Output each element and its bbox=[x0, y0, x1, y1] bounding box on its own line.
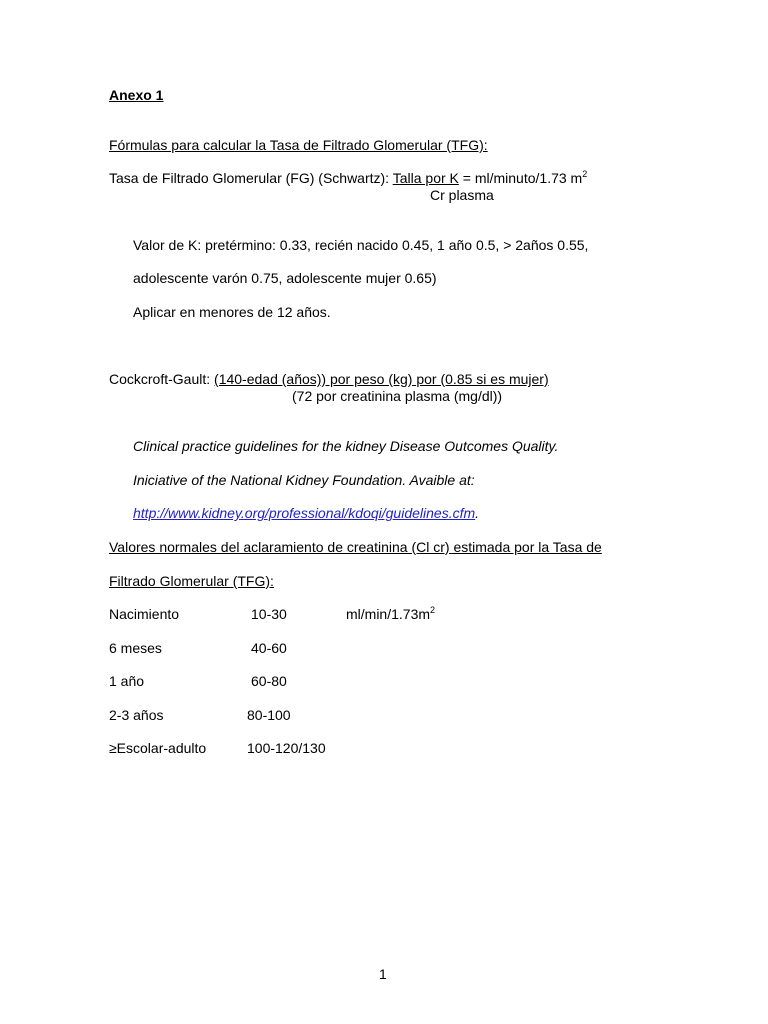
unit-cell bbox=[346, 606, 435, 622]
reference-link[interactable]: http://www.kidney.org/professional/kdoqi/guidelines.cfm bbox=[133, 505, 476, 521]
age-cell: Nacimiento bbox=[109, 606, 180, 622]
schwartz-result: = ml/minuto/1.73 m bbox=[458, 170, 583, 186]
unit-sup: 2 bbox=[430, 605, 436, 615]
reference-line-2: Iniciative of the National Kidney Foundation. Avaible at: bbox=[133, 472, 475, 488]
k-values-line-3: Aplicar en menores de 12 años. bbox=[133, 304, 331, 320]
cockcroft-formula bbox=[109, 371, 549, 387]
reference-line-1: Clinical practice guidelines for the kidney Disease Outcomes Quality. bbox=[133, 438, 559, 454]
normal-values-heading-line-1: Valores normales del aclaramiento de creatinina (Cl cr) estimada por la Tasa de bbox=[109, 539, 602, 555]
range-cell: 60-80 bbox=[251, 673, 287, 689]
age-cell: ≥Escolar-adulto bbox=[109, 740, 207, 756]
age-cell: 6 meses bbox=[109, 640, 162, 656]
normal-values-heading-line-2: Filtrado Glomerular (TFG): bbox=[109, 573, 274, 589]
schwartz-formula bbox=[109, 170, 587, 186]
unit-text: ml/min/1.73m bbox=[346, 606, 431, 622]
reference-link-suffix: . bbox=[475, 505, 480, 521]
k-values-line-1: Valor de K: pretérmino: 0.33, recién nacido 0.45, 1 año 0.5, > 2años 0.55, bbox=[133, 237, 589, 253]
cockcroft-prefix: Cockcroft-Gault: bbox=[109, 371, 215, 387]
cockcroft-numerator: (140-edad (años)) por peso (kg) por (0.85 si es mujer) bbox=[214, 371, 549, 387]
range-cell: 100-120/130 bbox=[247, 740, 326, 756]
schwartz-numerator: Talla por K bbox=[392, 170, 459, 186]
range-cell: 10-30 bbox=[251, 606, 287, 622]
cockcroft-denominator: (72 por creatinina plasma (mg/dl)) bbox=[292, 388, 503, 404]
range-cell: 40-60 bbox=[251, 640, 287, 656]
schwartz-prefix: Tasa de Filtrado Glomerular (FG) (Schwartz): bbox=[109, 170, 393, 186]
formulas-heading: Fórmulas para calcular la Tasa de Filtrado Glomerular (TFG): bbox=[109, 137, 488, 153]
page-number: 1 bbox=[379, 966, 387, 982]
k-values-line-2: adolescente varón 0.75, adolescente mujer 0.65) bbox=[133, 270, 437, 286]
age-cell: 1 año bbox=[109, 673, 145, 689]
range-cell: 80-100 bbox=[247, 707, 291, 723]
schwartz-result-sup: 2 bbox=[582, 169, 588, 179]
age-cell: 2-3 años bbox=[109, 707, 164, 723]
annex-title: Anexo 1 bbox=[109, 87, 164, 103]
schwartz-denominator: Cr plasma bbox=[430, 187, 494, 203]
reference-link-line bbox=[133, 505, 479, 521]
